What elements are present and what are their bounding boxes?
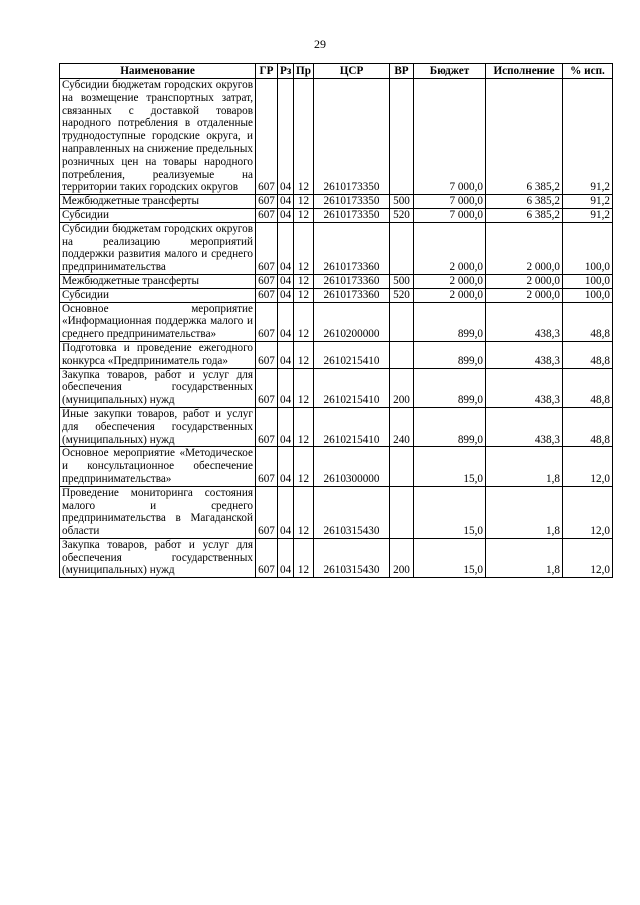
cell-gr: 607 [256, 302, 278, 341]
cell-pr: 12 [294, 274, 314, 288]
column-header-percent: % исп. [563, 64, 613, 79]
column-header-csr: ЦСР [314, 64, 390, 79]
cell-percent: 100,0 [563, 288, 613, 302]
cell-execution: 438,3 [486, 407, 563, 446]
column-header-execution: Исполнение [486, 64, 563, 79]
column-header-name: Наименование [60, 64, 256, 79]
cell-name: Межбюджетные трансферты [60, 195, 256, 209]
cell-pr: 12 [294, 288, 314, 302]
cell-pr: 12 [294, 368, 314, 407]
cell-rz: 04 [278, 288, 294, 302]
cell-name: Подготовка и проведение ежегодного конкурса «Предприниматель года» [60, 341, 256, 368]
cell-execution: 2 000,0 [486, 274, 563, 288]
cell-gr: 607 [256, 486, 278, 538]
column-header-vr: ВР [390, 64, 414, 79]
cell-execution: 438,3 [486, 341, 563, 368]
cell-percent: 12,0 [563, 486, 613, 538]
cell-csr: 2610173360 [314, 288, 390, 302]
cell-name: Закупка товаров, работ и услуг для обеспечения государственных (муниципальных) нужд [60, 368, 256, 407]
header-row [60, 64, 613, 79]
cell-vr [390, 341, 414, 368]
cell-csr: 2610173350 [314, 195, 390, 209]
cell-rz: 04 [278, 222, 294, 274]
cell-name: Межбюджетные трансферты [60, 274, 256, 288]
cell-vr: 520 [390, 208, 414, 222]
cell-execution: 1,8 [486, 538, 563, 577]
cell-vr [390, 302, 414, 341]
cell-csr: 2610200000 [314, 302, 390, 341]
cell-execution: 438,3 [486, 302, 563, 341]
cell-pr: 12 [294, 302, 314, 341]
cell-percent: 100,0 [563, 274, 613, 288]
cell-budget: 899,0 [414, 407, 486, 446]
cell-csr: 2610173360 [314, 274, 390, 288]
table-body [60, 79, 613, 578]
cell-gr: 607 [256, 222, 278, 274]
cell-rz: 04 [278, 486, 294, 538]
cell-csr: 2610315430 [314, 486, 390, 538]
cell-vr: 200 [390, 538, 414, 577]
cell-gr: 607 [256, 208, 278, 222]
cell-rz: 04 [278, 302, 294, 341]
cell-rz: 04 [278, 368, 294, 407]
cell-gr: 607 [256, 407, 278, 446]
cell-percent: 12,0 [563, 538, 613, 577]
table-row [60, 79, 613, 195]
table-row [60, 341, 613, 368]
cell-vr [390, 222, 414, 274]
cell-pr: 12 [294, 407, 314, 446]
cell-budget: 899,0 [414, 368, 486, 407]
table-row [60, 208, 613, 222]
cell-vr: 500 [390, 195, 414, 209]
table-row [60, 538, 613, 577]
cell-rz: 04 [278, 274, 294, 288]
cell-rz: 04 [278, 538, 294, 577]
cell-budget: 899,0 [414, 302, 486, 341]
cell-budget: 2 000,0 [414, 274, 486, 288]
cell-execution: 6 385,2 [486, 79, 563, 195]
cell-percent: 48,8 [563, 407, 613, 446]
cell-gr: 607 [256, 341, 278, 368]
cell-execution: 438,3 [486, 368, 563, 407]
cell-gr: 607 [256, 79, 278, 195]
cell-rz: 04 [278, 341, 294, 368]
page-number: 29 [314, 37, 326, 51]
cell-percent: 12,0 [563, 447, 613, 486]
cell-vr: 200 [390, 368, 414, 407]
cell-pr: 12 [294, 538, 314, 577]
cell-percent: 91,2 [563, 79, 613, 195]
cell-percent: 48,8 [563, 341, 613, 368]
cell-percent: 91,2 [563, 208, 613, 222]
cell-budget: 15,0 [414, 486, 486, 538]
column-header-gr: ГР [256, 64, 278, 79]
cell-vr [390, 486, 414, 538]
table-row [60, 368, 613, 407]
cell-vr: 240 [390, 407, 414, 446]
cell-execution: 1,8 [486, 447, 563, 486]
cell-name: Субсидии [60, 208, 256, 222]
cell-percent: 91,2 [563, 195, 613, 209]
table-row [60, 195, 613, 209]
table-row [60, 486, 613, 538]
column-header-pr: Пр [294, 64, 314, 79]
cell-budget: 2 000,0 [414, 222, 486, 274]
cell-vr: 500 [390, 274, 414, 288]
table-row [60, 302, 613, 341]
cell-gr: 607 [256, 368, 278, 407]
table-row [60, 407, 613, 446]
cell-percent: 48,8 [563, 302, 613, 341]
cell-budget: 7 000,0 [414, 208, 486, 222]
cell-name: Субсидии бюджетам городских округов на реализацию мероприятий поддержки развития малого и среднего предпринимательства [60, 222, 256, 274]
cell-execution: 1,8 [486, 486, 563, 538]
cell-budget: 7 000,0 [414, 195, 486, 209]
cell-budget: 7 000,0 [414, 79, 486, 195]
cell-percent: 48,8 [563, 368, 613, 407]
column-header-rz: Рз [278, 64, 294, 79]
cell-pr: 12 [294, 208, 314, 222]
table-row [60, 274, 613, 288]
cell-name: Основное мероприятие «Методическое и консультационное обеспечение предпринимательства» [60, 447, 256, 486]
cell-gr: 607 [256, 538, 278, 577]
cell-pr: 12 [294, 486, 314, 538]
cell-gr: 607 [256, 274, 278, 288]
cell-rz: 04 [278, 208, 294, 222]
cell-csr: 2610173360 [314, 222, 390, 274]
cell-csr: 2610215410 [314, 407, 390, 446]
cell-name: Проведение мониторинга состояния малого и среднего предпринимательства в Магаданской области [60, 486, 256, 538]
cell-csr: 2610315430 [314, 538, 390, 577]
cell-csr: 2610173350 [314, 79, 390, 195]
cell-budget: 2 000,0 [414, 288, 486, 302]
cell-csr: 2610215410 [314, 368, 390, 407]
cell-name: Закупка товаров, работ и услуг для обеспечения государственных (муниципальных) нужд [60, 538, 256, 577]
cell-vr [390, 79, 414, 195]
cell-rz: 04 [278, 407, 294, 446]
cell-vr: 520 [390, 288, 414, 302]
budget-table [59, 63, 613, 578]
cell-budget: 15,0 [414, 447, 486, 486]
cell-csr: 2610173350 [314, 208, 390, 222]
cell-rz: 04 [278, 195, 294, 209]
cell-name: Иные закупки товаров, работ и услуг для обеспечения государственных (муниципальных) нужд [60, 407, 256, 446]
cell-name: Основное мероприятие «Информационная поддержка малого и среднего предпринимательства» [60, 302, 256, 341]
cell-percent: 100,0 [563, 222, 613, 274]
table-row [60, 222, 613, 274]
cell-csr: 2610300000 [314, 447, 390, 486]
table-row [60, 447, 613, 486]
cell-rz: 04 [278, 79, 294, 195]
cell-gr: 607 [256, 447, 278, 486]
cell-execution: 2 000,0 [486, 222, 563, 274]
column-header-budget: Бюджет [414, 64, 486, 79]
cell-pr: 12 [294, 222, 314, 274]
cell-budget: 899,0 [414, 341, 486, 368]
cell-pr: 12 [294, 447, 314, 486]
table-header [60, 64, 613, 79]
cell-pr: 12 [294, 341, 314, 368]
cell-vr [390, 447, 414, 486]
cell-execution: 2 000,0 [486, 288, 563, 302]
cell-gr: 607 [256, 288, 278, 302]
cell-pr: 12 [294, 79, 314, 195]
cell-execution: 6 385,2 [486, 195, 563, 209]
cell-name: Субсидии [60, 288, 256, 302]
cell-pr: 12 [294, 195, 314, 209]
cell-budget: 15,0 [414, 538, 486, 577]
table-row [60, 288, 613, 302]
cell-rz: 04 [278, 447, 294, 486]
cell-execution: 6 385,2 [486, 208, 563, 222]
cell-name: Субсидии бюджетам городских округов на возмещение транспортных затрат, связанных с доставкой товаров народного потребления в отдаленные труднодоступные городские округа, и направленных на снижение предельных розничных цен на товары народного потребления, реализуемые на территории таких городских округов [60, 79, 256, 195]
cell-csr: 2610215410 [314, 341, 390, 368]
cell-gr: 607 [256, 195, 278, 209]
